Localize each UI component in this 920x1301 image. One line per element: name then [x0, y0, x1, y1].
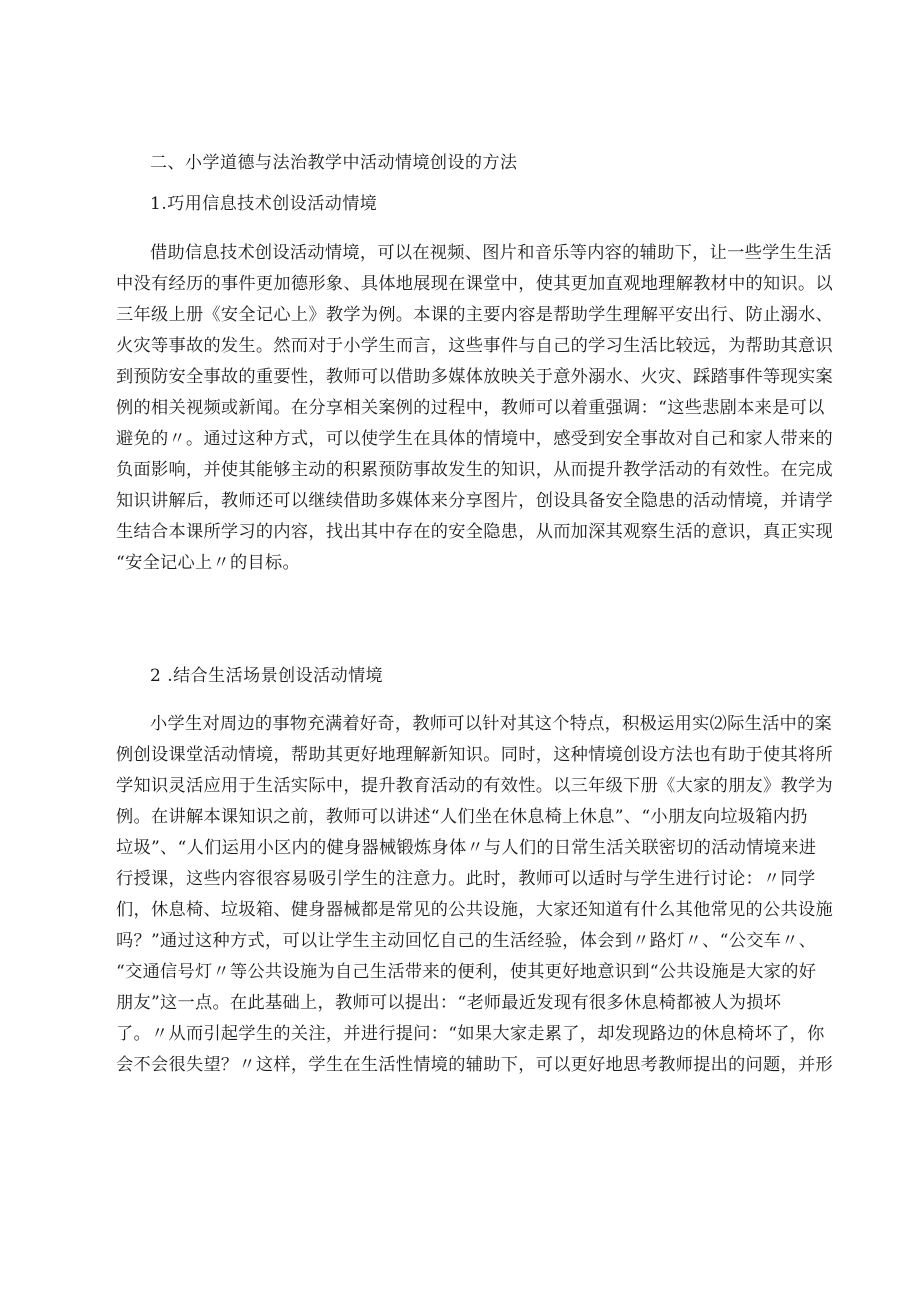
paragraph-line: 了。〃从而引起学生的关注，并进行提问：“如果大家走累了，却发现路边的休息椅坏了，你	[116, 1024, 825, 1044]
paragraph-line: 们，休息椅、垃圾箱、健身器械都是常见的公共设施，大家还知道有什么其他常见的公共设施	[116, 900, 833, 920]
paragraph-line: 生结合本课所学习的内容，找出其中存在的安全隐患，从而加深其观察生活的意识，真正实现	[116, 522, 833, 542]
paragraph-line: 中没有经历的事件更加德形象、具体地展现在课堂中，使其更加直观地理解教材中的知识。以	[116, 274, 833, 294]
paragraph-line: 会不会很失望？〃这样，学生在生活性情境的辅助下，可以更好地思考教师提出的问题，并形	[116, 1055, 833, 1075]
paragraph-2	[116, 709, 833, 1081]
paragraph-line: 行授课，这些内容很容易吸引学生的注意力。此时，教师可以适时与学生进行讨论：〃同学	[116, 869, 816, 889]
section-heading: 二、小学道德与法治教学中活动情境创设的方法	[150, 153, 518, 173]
paragraph-line: 学知识灵活应用于生活实际中，提升教育活动的有效性。以三年级下册《大家的朋友》教学为	[116, 776, 833, 796]
subsection-title-2: 2 .结合生活场景创设活动情境	[150, 666, 384, 686]
paragraph-line: 负面影响，并使其能够主动的积累预防事故发生的知识，从而提升教学活动的有效性。在完成	[116, 460, 833, 480]
paragraph-line: 朋友”这一点。在此基础上，教师可以提出：“老师最近发现有很多休息椅都被人为损坏	[116, 993, 782, 1013]
paragraph-line: 避免的〃。通过这种方式，可以使学生在具体的情境中，感受到安全事故对自己和家人带来的	[116, 429, 833, 449]
paragraph-line: “安全记心上〃的目标。	[116, 553, 300, 573]
paragraph-line: 借助信息技术创设活动情境，可以在视频、图片和音乐等内容的辅助下，让一些学生生活	[150, 243, 833, 263]
paragraph-line: 三年级上册《安全记心上》教学为例。本课的主要内容是帮助学生理解平安出行、防止溺水、	[116, 305, 833, 325]
subsection-title-1: 1.巧用信息技术创设活动情境	[150, 194, 378, 214]
paragraph-line: 例创设课堂活动情境，帮助其更好地理解新知识。同时，这种情境创设方法也有助于使其将所	[116, 745, 833, 765]
paragraph-line: 吗？”通过这种方式，可以让学生主动回忆自己的生活经验，体会到〃路灯〃、“公交车〃、	[116, 931, 817, 951]
paragraph-line: 知识讲解后，教师还可以继续借助多媒体来分享图片，创设具备安全隐患的活动情境，并请学	[116, 491, 833, 511]
paragraph-line: 小学生对周边的事物充满着好奇，教师可以针对其这个特点，积极运用实⑵际生活中的案	[150, 714, 833, 734]
paragraph-line: 火灾等事故的发生。然而对于小学生而言，这些事件与自己的学习生活比较远，为帮助其意识	[116, 336, 833, 356]
paragraph-1	[116, 238, 833, 579]
paragraph-line: “交通信号灯〃等公共设施为自己生活带来的便利，使其更好地意识到“公共设施是大家的好	[116, 962, 817, 982]
paragraph-line: 例的相关视频或新闻。在分享相关案例的过程中，教师可以着重强调：“这些悲剧本来是可以	[116, 398, 825, 418]
paragraph-line: 例。在讲解本课知识之前，教师可以讲述“人们坐在休息椅上休息”、“小朋友向垃圾箱内扔	[116, 807, 808, 827]
paragraph-line: 到预防安全事故的重要性，教师可以借助多媒体放映关于意外溺水、火灾、踩踏事件等现实案	[116, 367, 833, 387]
paragraph-line: 垃圾”、“人们运用小区内的健身器械锻炼身体〃与人们的日常生活关联密切的活动情境来进	[116, 838, 817, 858]
